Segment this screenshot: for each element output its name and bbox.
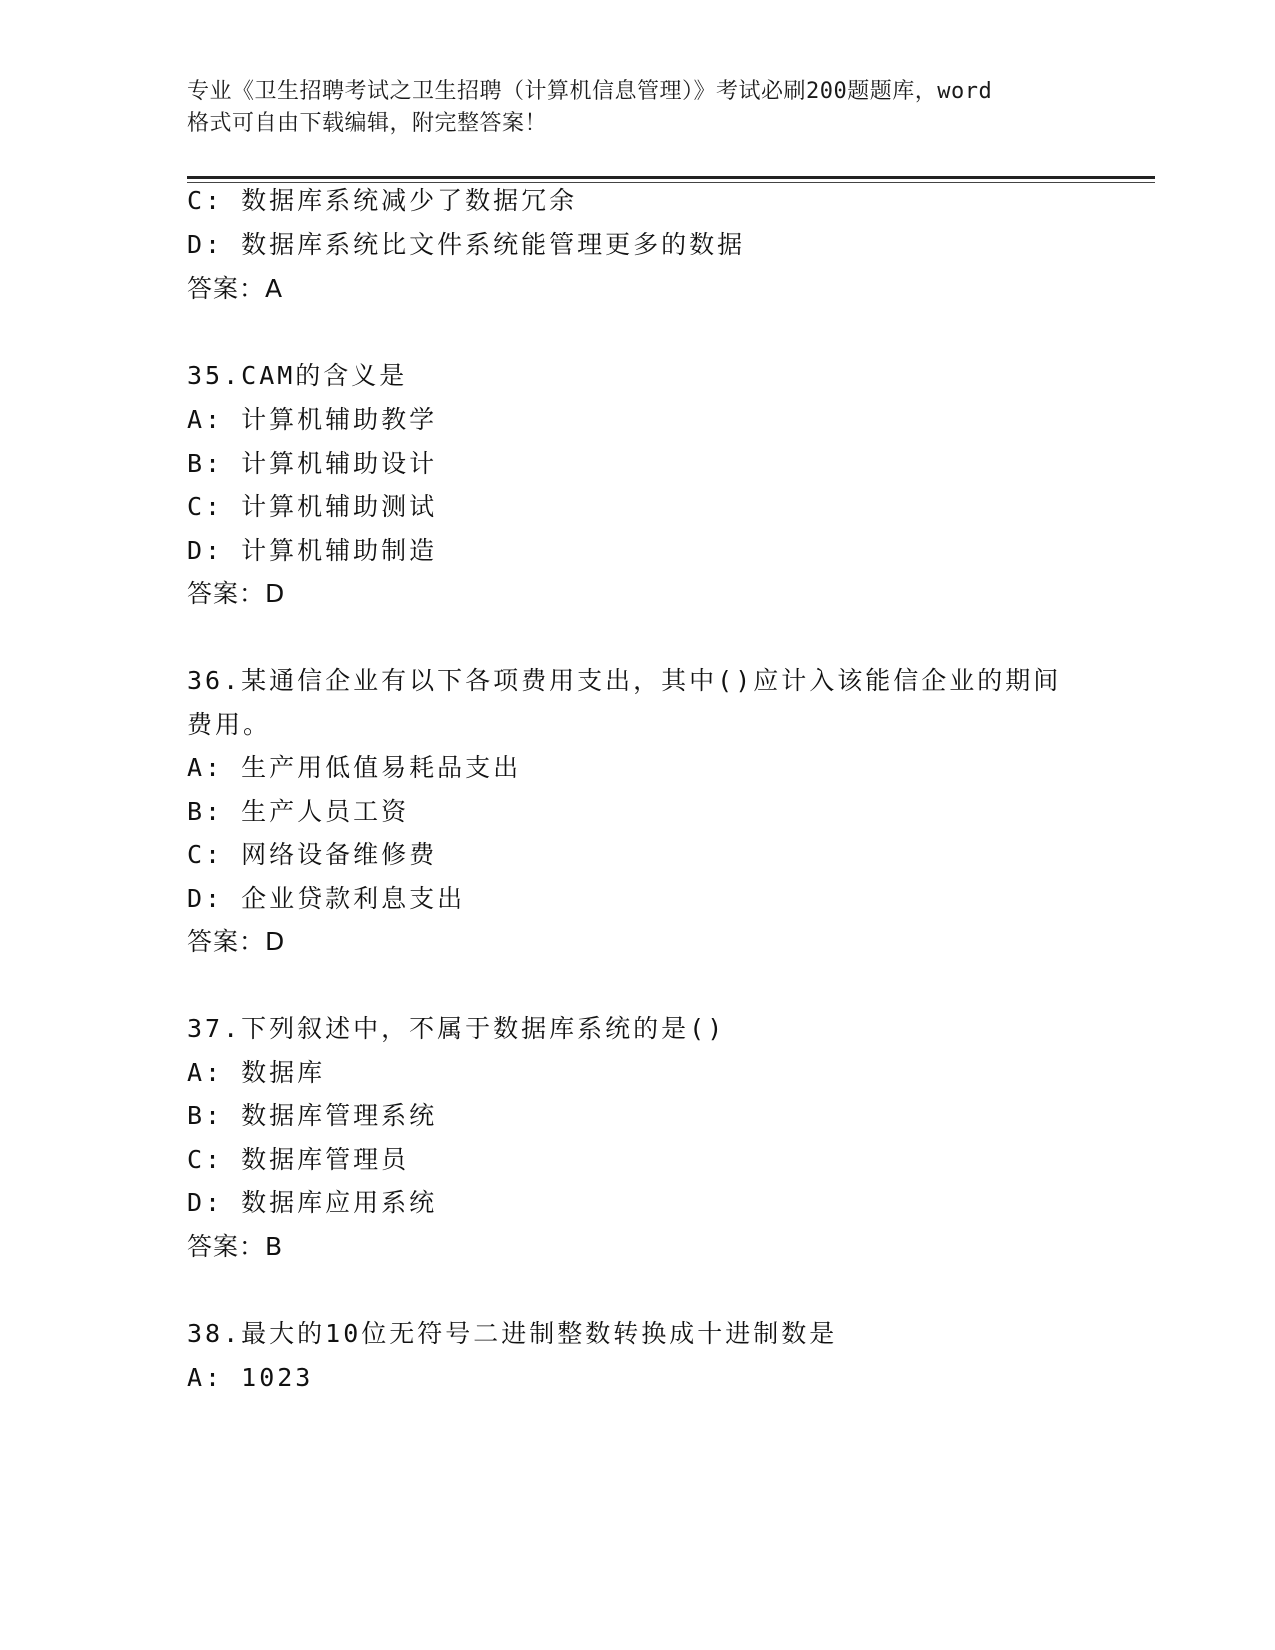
q36-option-d: D: 企业贷款利息支出 <box>187 884 466 913</box>
header-divider-thick <box>187 176 1155 179</box>
q36-stem-line-2: 费用。 <box>187 710 272 739</box>
q37-answer: 答案：B <box>187 1232 284 1261</box>
q36-stem-line-1: 36.某通信企业有以下各项费用支出，其中()应计入该能信企业的期间 <box>187 666 1062 695</box>
header-divider-thin <box>187 182 1155 183</box>
q37-option-b: B: 数据库管理系统 <box>187 1101 438 1130</box>
q37-option-d: D: 数据库应用系统 <box>187 1188 438 1217</box>
q36-option-c: C: 网络设备维修费 <box>187 840 438 869</box>
prev-answer: 答案：A <box>187 274 284 303</box>
q35-option-d: D: 计算机辅助制造 <box>187 536 438 565</box>
q37-option-a: A: 数据库 <box>187 1058 326 1087</box>
header-line-1: 专业《卫生招聘考试之卫生招聘（计算机信息管理）》考试必刷200题题库，word <box>187 79 993 104</box>
q35-option-c: C: 计算机辅助测试 <box>187 492 438 521</box>
q38-stem: 38.最大的10位无符号二进制整数转换成十进制数是 <box>187 1319 838 1348</box>
q37-option-c: C: 数据库管理员 <box>187 1145 410 1174</box>
q37-stem: 37.下列叙述中，不属于数据库系统的是() <box>187 1014 726 1043</box>
document-header <box>187 76 1087 140</box>
q35-answer: 答案：D <box>187 579 286 608</box>
prev-option-c: C: 数据库系统减少了数据冗余 <box>187 186 578 215</box>
header-line-2: 格式可自由下载编辑，附完整答案！ <box>187 111 548 136</box>
q35-stem: 35.CAM的含义是 <box>187 361 408 390</box>
q35-option-a: A: 计算机辅助教学 <box>187 405 438 434</box>
q36-answer: 答案：D <box>187 927 286 956</box>
q38-option-a: A: 1023 <box>187 1363 314 1392</box>
q36-option-a: A: 生产用低值易耗品支出 <box>187 753 522 782</box>
q36-option-b: B: 生产人员工资 <box>187 797 410 826</box>
q35-option-b: B: 计算机辅助设计 <box>187 449 438 478</box>
prev-option-d: D: 数据库系统比文件系统能管理更多的数据 <box>187 230 746 259</box>
